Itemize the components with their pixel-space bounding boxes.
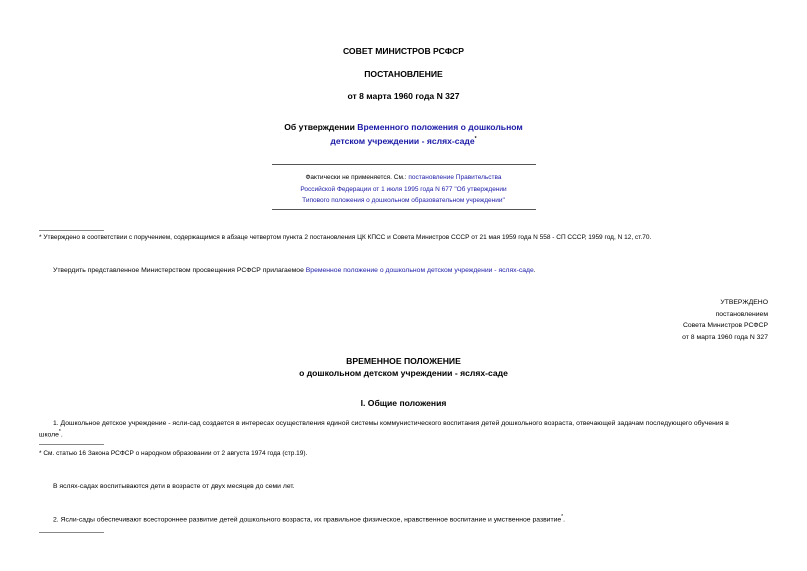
approved-line1: УТВЕРЖДЕНО [720, 299, 768, 306]
footnote-2 [39, 450, 307, 457]
notice-bottom-rule [272, 209, 536, 210]
title-link-line2[interactable]: детском учреждении - яслях-саде [330, 135, 475, 146]
paragraph-1-cont [39, 429, 63, 438]
notice-link-line1[interactable]: постановление Правительства [408, 174, 502, 181]
section-heading: I. Общие положения [360, 398, 447, 408]
approve-paragraph [53, 267, 536, 274]
title-footnote-marker[interactable]: * [474, 136, 477, 142]
approve-text: Утвердить представленное Министерством просвещения РСФСР прилагаемое [53, 267, 306, 274]
paragraph-3-footnote-marker[interactable]: * [561, 514, 564, 520]
paragraph-2: В яслях-садах воспитываются дети в возрасте от двух месяцев до семи лет. [53, 483, 295, 490]
paragraph-1-line2: школе [39, 431, 59, 439]
document-title [0, 121, 807, 147]
approved-line3: Совета Министров РСФСР [682, 322, 768, 329]
notice-lead: Фактически не применяется. См.: [305, 174, 409, 181]
footnote-1 [39, 234, 651, 241]
approve-link[interactable]: Временное положение о дошкольном детском учреждении - яслях-саде [305, 267, 534, 274]
notice-link-line3[interactable]: Типового положения о дошкольном образовательном учреждении" [302, 197, 505, 204]
footnote-separator-3 [39, 532, 104, 533]
paragraph-3-text: 2. Ясли-сады обеспечивают всестороннее развитие детей дошкольного возраста, их правильное физическое, нравственное воспитание и умственное развитие [53, 516, 562, 524]
regulation-subtitle: о дошкольном детском учреждении - яслях-саде [299, 368, 508, 378]
footnote-2-marker: * [39, 450, 42, 457]
approved-block [682, 297, 768, 343]
paragraph-1 [53, 418, 769, 429]
document-date: от 8 марта 1960 года N 327 [347, 91, 460, 101]
title-link-line1[interactable]: Временного положения о дошкольном [357, 122, 523, 132]
approve-end: . [533, 267, 536, 274]
approved-line2: постановлением [715, 310, 768, 318]
approved-line4: от 8 марта 1960 года N 327 [682, 333, 768, 341]
paragraph-1-end: . [60, 431, 63, 439]
regulation-title: ВРЕМЕННОЕ ПОЛОЖЕНИЕ [346, 356, 461, 366]
title-prefix: Об утверждении [284, 122, 358, 132]
council-name: СОВЕТ МИНИСТРОВ РСФСР [342, 46, 465, 56]
paragraph-1-footnote-marker[interactable]: * [58, 429, 61, 435]
footnote-1-text: Утверждено в соответствии с поручением, содержащимся в абзаце четвертом пункта 2 постановления ЦК КПСС и Совета Министров СССР от 21 мая 1959 года N 558 - СП СССР, 1959 год, N 12, ст.70. [41, 234, 652, 241]
notice-top-rule [272, 164, 536, 165]
paragraph-3-end: . [563, 516, 566, 524]
document-type: ПОСТАНОВЛЕНИЕ [364, 69, 443, 79]
footnote-2-text: См. статью 16 Закона РСФСР о народном образовании от 2 августа 1974 года (стр.19). [41, 450, 308, 457]
paragraph-1-line1: 1. Дошкольное детское учреждение - ясли-сад создается в интересах осуществления единой системы коммунистического воспитания детей дошкольного возраста, отвечающей задачам последующего обучения в [53, 420, 729, 427]
footnote-separator-2 [39, 444, 104, 445]
footnote-1-marker: * [39, 234, 42, 241]
footnote-separator [39, 230, 104, 231]
notice-text [0, 172, 807, 207]
paragraph-3 [53, 514, 565, 523]
notice-link-line2[interactable]: Российской Федерации от 1 июля 1995 года N 677 "Об утверждении [300, 185, 507, 193]
